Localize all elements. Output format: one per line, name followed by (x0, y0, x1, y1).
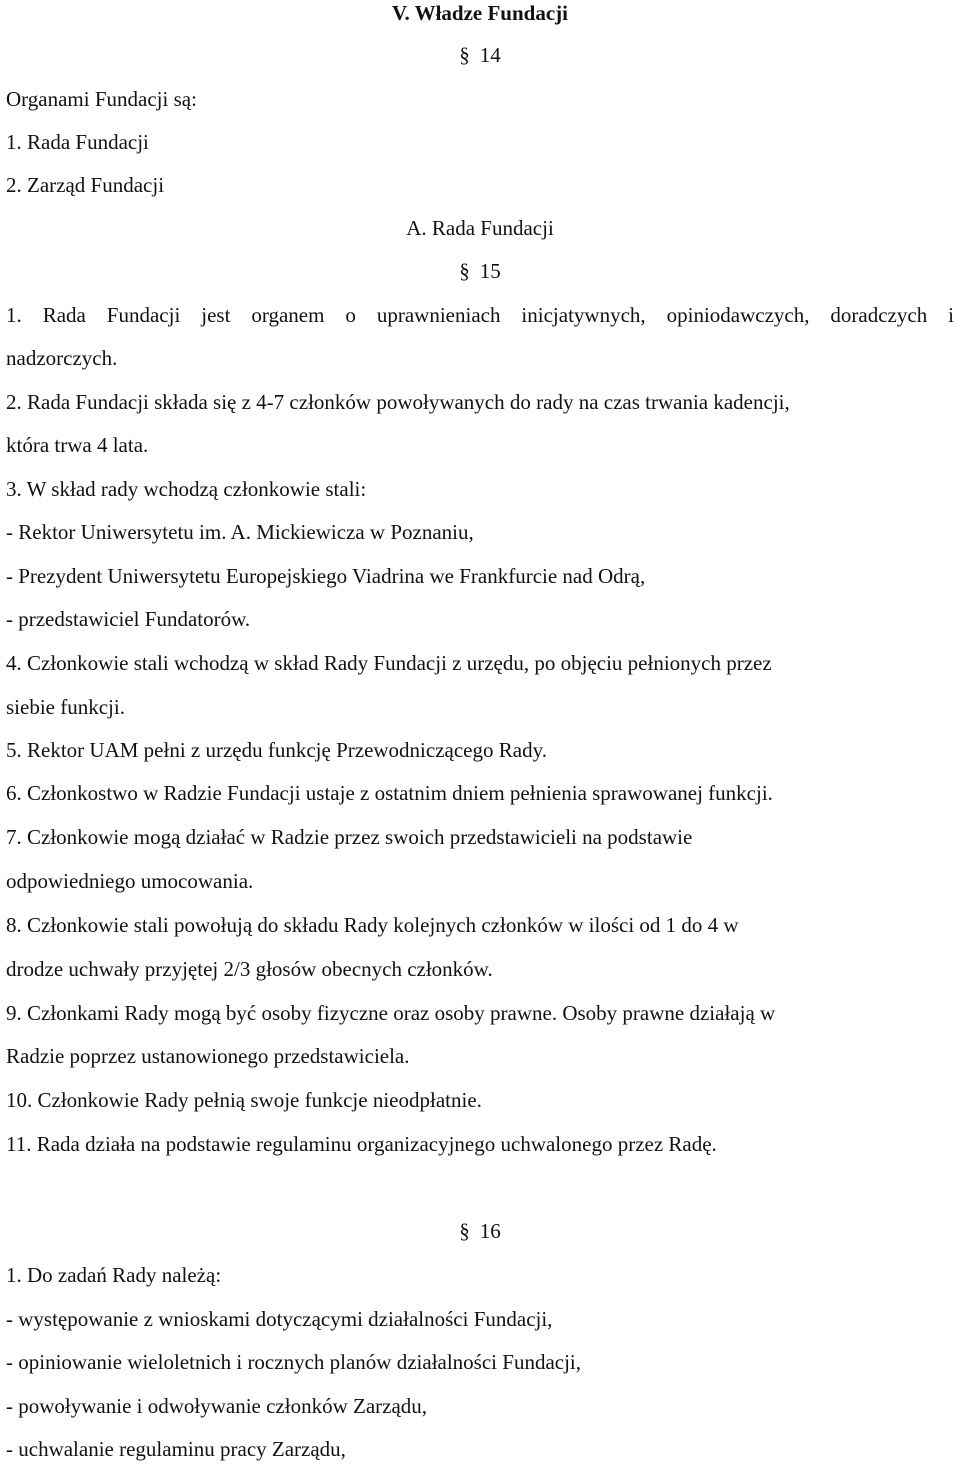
s16-line: - powoływanie i odwoływanie członków Zarządu, (6, 1394, 428, 1418)
s15-line: - Prezydent Uniwersytetu Europejskiego Viadrina we Frankfurcie nad Odrą, (6, 564, 646, 588)
s15-line: 1. Rada Fundacji jest organem o uprawnieniach inicjatywnych, opiniodawczych, doradczych i (6, 303, 954, 327)
section-14-heading (0, 42, 960, 68)
s15-line: Radzie poprzez ustanowionego przedstawiciela. (6, 1044, 410, 1068)
subtitle-rada: A. Rada Fundacji (406, 216, 554, 240)
s15-line: 10. Członkowie Rady pełnią swoje funkcje nieodpłatnie. (6, 1088, 482, 1112)
organ-item: 1. Rada Fundacji (6, 130, 149, 154)
s15-line: nadzorczych. (6, 346, 118, 370)
s15-line: odpowiedniego umocowania. (6, 869, 254, 893)
s16-line: - uchwalanie regulaminu pracy Zarządu, (6, 1437, 346, 1461)
s15-line: 4. Członkowie stali wchodzą w skład Rady Fundacji z urzędu, po objęciu pełnionych przez (6, 651, 772, 675)
section-sign: § (459, 259, 470, 283)
section-15-heading (0, 258, 960, 284)
s15-line: siebie funkcji. (6, 695, 125, 719)
s16-line: 1. Do zadań Rady należą: (6, 1263, 222, 1287)
section-16-heading (0, 1218, 960, 1244)
s15-line: drodze uchwały przyjętej 2/3 głosów obecnych członków. (6, 957, 493, 981)
s15-line: która trwa 4 lata. (6, 433, 149, 457)
chapter-title: V. Władze Fundacji (392, 1, 568, 25)
s15-line: 3. W skład rady wchodzą członkowie stali: (6, 477, 367, 501)
s15-line: - Rektor Uniwersytetu im. A. Mickiewicza w Poznaniu, (6, 520, 474, 544)
s15-line: 11. Rada działa na podstawie regulaminu organizacyjnego uchwalonego przez Radę. (6, 1132, 717, 1156)
section-sign: § (459, 1219, 470, 1243)
s15-line: 8. Członkowie stali powołują do składu Rady kolejnych członków w ilości od 1 do 4 w (6, 913, 739, 937)
organ-item: 2. Zarząd Fundacji (6, 173, 165, 197)
s16-line: - opiniowanie wieloletnich i rocznych planów działalności Fundacji, (6, 1350, 581, 1374)
organs-heading: Organami Fundacji są: (6, 87, 197, 111)
s15-line: 2. Rada Fundacji składa się z 4-7 członków powoływanych do rady na czas trwania kadencji, (6, 390, 790, 414)
s15-line: 5. Rektor UAM pełni z urzędu funkcję Przewodniczącego Rady. (6, 738, 547, 762)
section-number: 15 (479, 259, 501, 283)
s15-line: 7. Członkowie mogą działać w Radzie przez swoich przedstawicieli na podstawie (6, 825, 693, 849)
s16-line: - występowanie z wnioskami dotyczącymi działalności Fundacji, (6, 1307, 553, 1331)
s15-line: - przedstawiciel Fundatorów. (6, 607, 251, 631)
s15-line: 9. Członkami Rady mogą być osoby fizyczne oraz osoby prawne. Osoby prawne działają w (6, 1001, 776, 1025)
section-number: 16 (479, 1219, 501, 1243)
s15-line: 6. Członkostwo w Radzie Fundacji ustaje z ostatnim dniem pełnienia sprawowanej funkcji. (6, 781, 773, 805)
section-number: 14 (479, 43, 501, 67)
section-sign: § (459, 43, 470, 67)
